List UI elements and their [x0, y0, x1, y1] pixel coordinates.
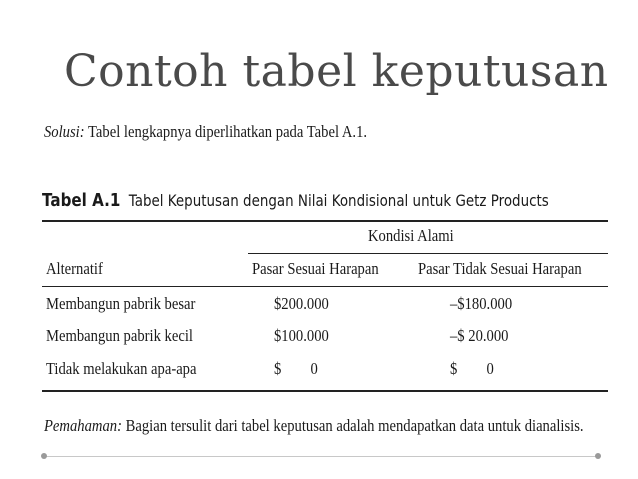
table-caption-text: Tabel Keputusan dengan Nilai Kondisional untuk Getz Products [128, 191, 549, 210]
solusi-text: Tabel lengkapnya diperlihatkan pada Tabel A.1. [84, 122, 368, 141]
table-cell: –$ 20.000 [450, 326, 509, 345]
footer-divider [44, 456, 598, 457]
textbook-excerpt [38, 112, 610, 454]
column-header-pasar-tidak-sesuai: Pasar Tidak Sesuai Harapan [418, 259, 582, 278]
table-cell: Membangun pabrik besar [46, 294, 196, 313]
footer-dot-left [41, 453, 47, 459]
footer-dot-right [595, 453, 601, 459]
table-cell: Membangun pabrik kecil [46, 326, 193, 345]
table-cell: $ 0 [274, 359, 318, 378]
group-header: Kondisi Alami [368, 226, 454, 245]
pemahaman-line [44, 416, 584, 436]
header-rule [42, 286, 608, 287]
table-bottom-rule [42, 390, 608, 392]
table-cell: –$180.000 [450, 294, 513, 313]
table-top-rule [42, 220, 608, 222]
table-cell: Tidak melakukan apa-apa [46, 359, 197, 378]
table-number: Tabel A.1 [42, 190, 121, 211]
column-header-alternatif: Alternatif [46, 259, 103, 278]
column-header-pasar-sesuai: Pasar Sesuai Harapan [252, 259, 379, 278]
table-caption [42, 190, 549, 211]
slide-title: Contoh tabel keputusan [64, 46, 609, 97]
table-cell: $200.000 [274, 294, 329, 313]
table-cell: $ 0 [450, 359, 494, 378]
group-header-rule [248, 253, 608, 254]
table-cell: $100.000 [274, 326, 329, 345]
pemahaman-text: Bagian tersulit dari tabel keputusan adalah mendapatkan data untuk dianalisis. [121, 416, 584, 435]
solusi-line [44, 122, 367, 142]
solusi-label: Solusi: [44, 122, 85, 141]
pemahaman-label: Pemahaman: [44, 416, 122, 435]
